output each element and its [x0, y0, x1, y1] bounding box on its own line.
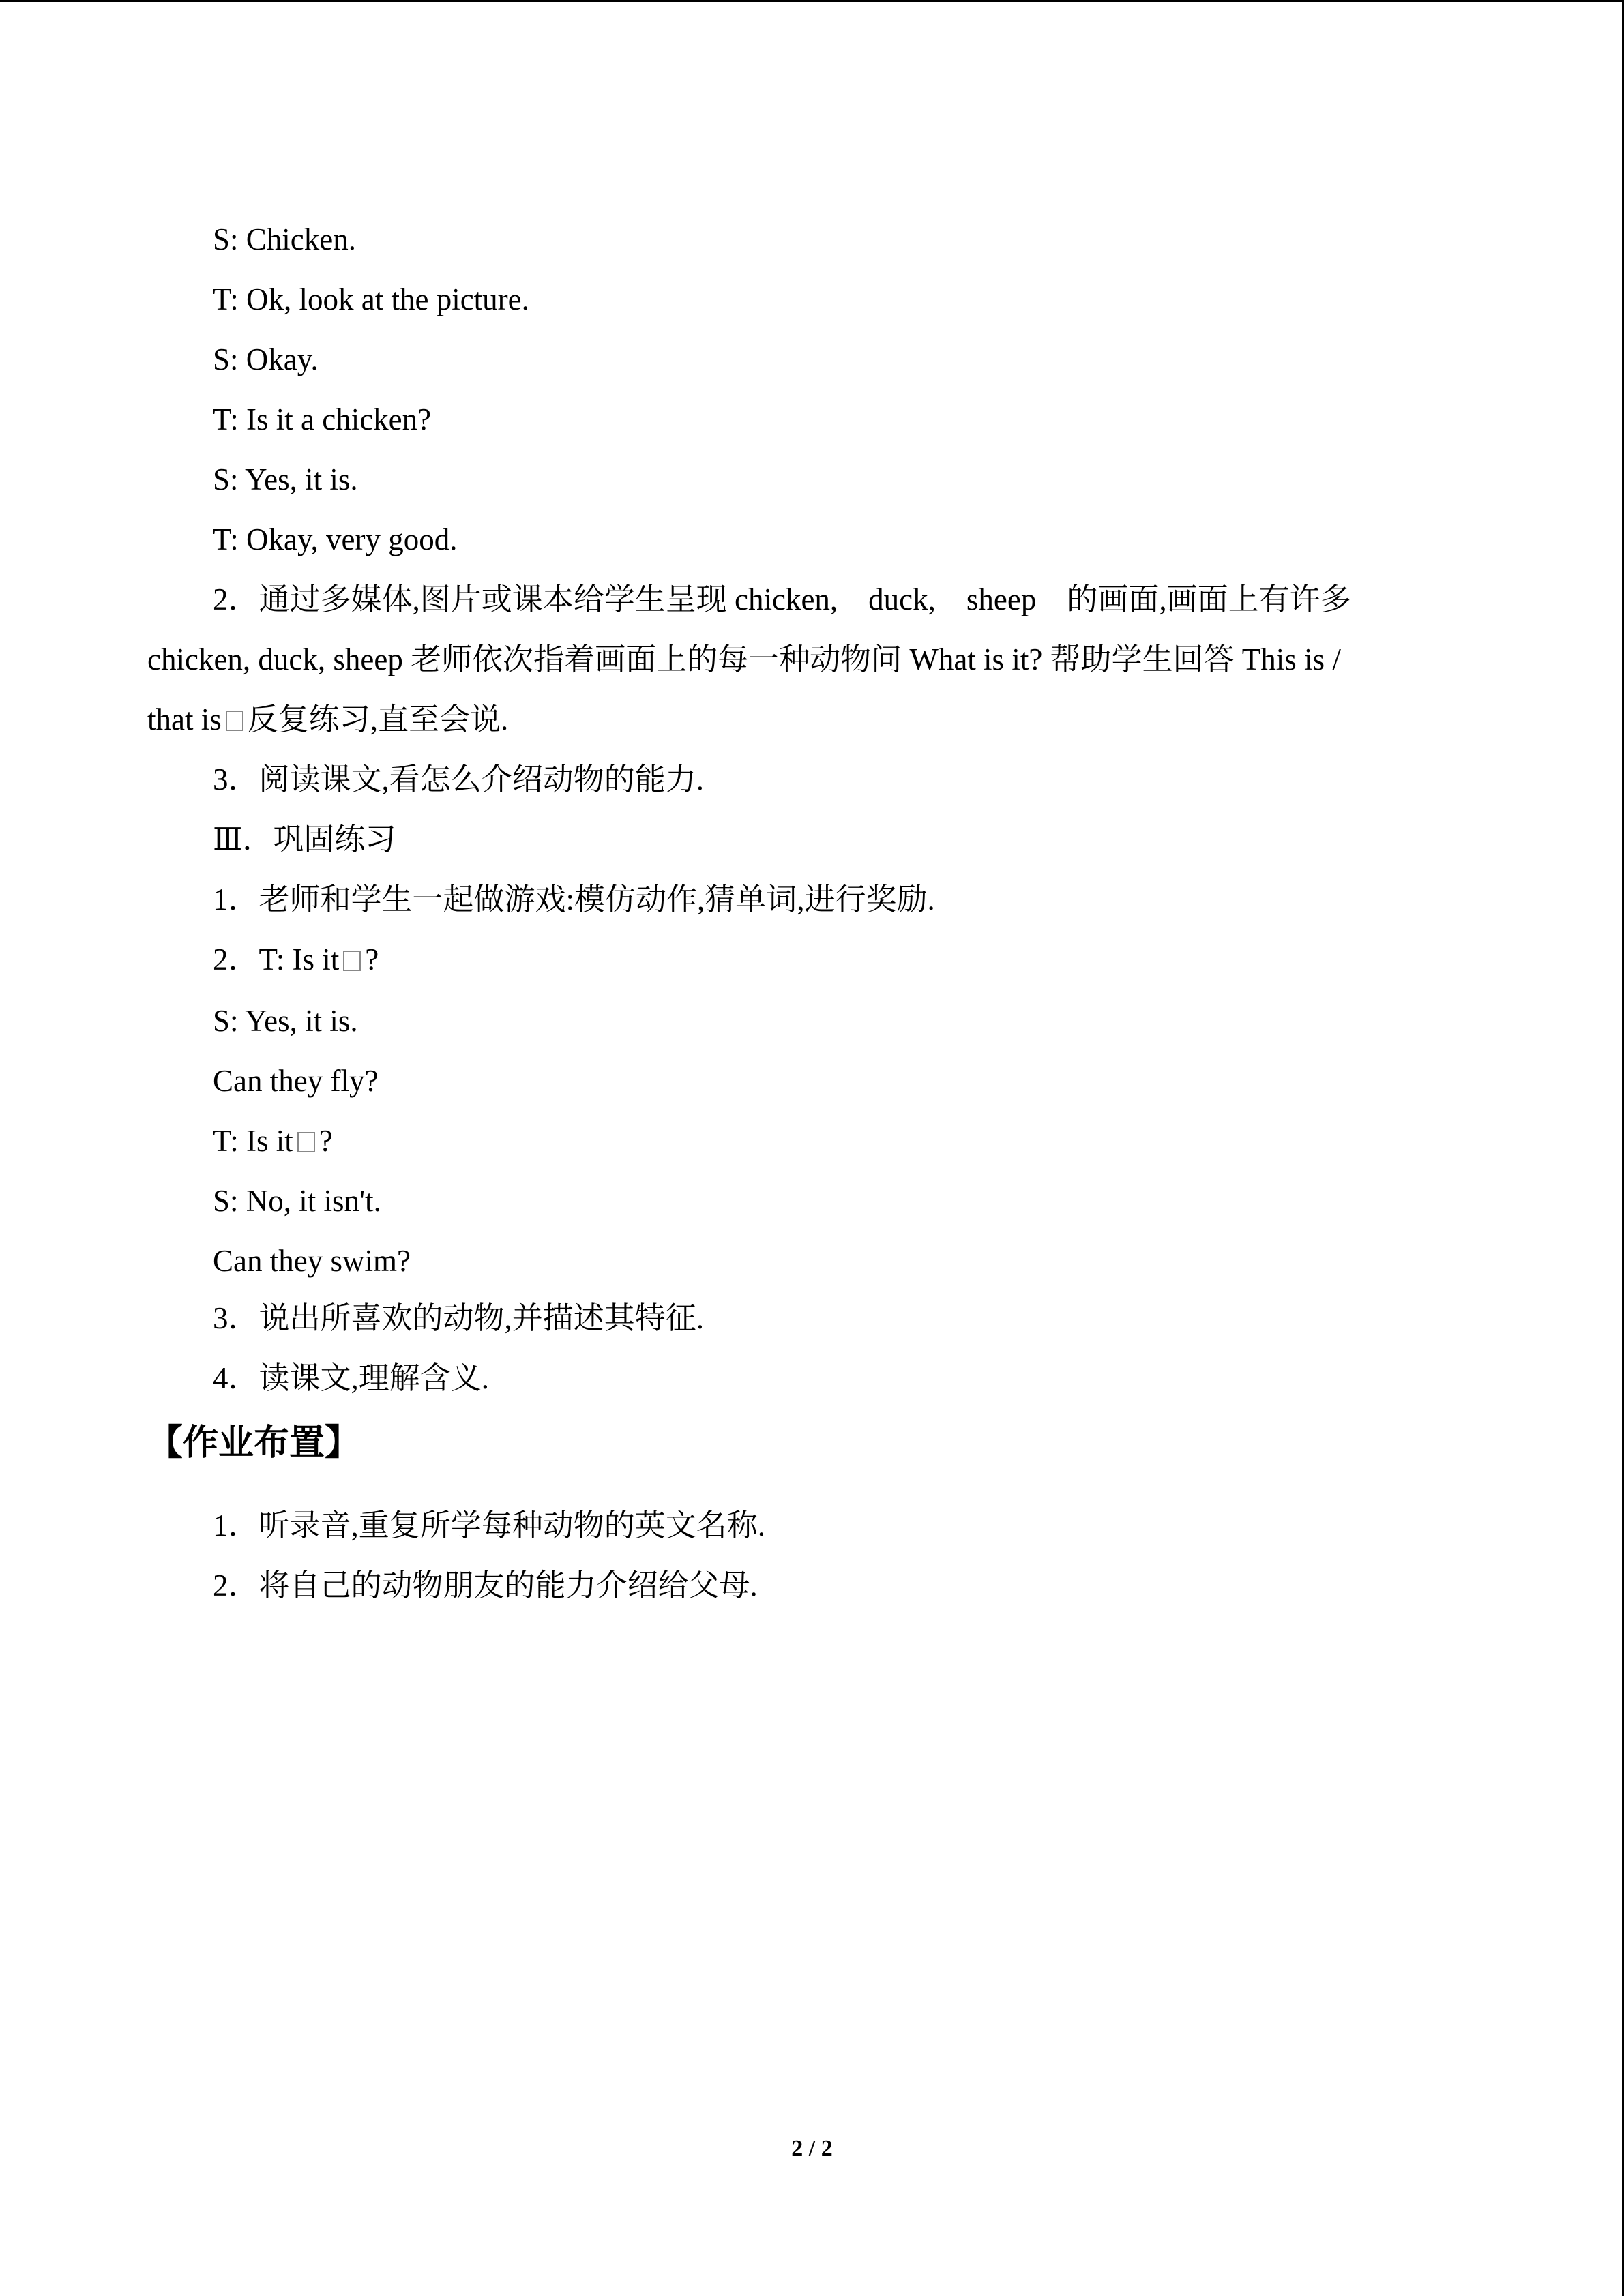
- step-2-line-1: 2．通过多媒体,图片或课本给学生呈现 chicken, duck, sheep 的画面,画面上有许多: [213, 582, 1351, 616]
- blank-box-icon: [343, 951, 361, 971]
- practice-2-line-4-end: ?: [319, 1124, 333, 1158]
- practice-2-question-2: Can they swim?: [213, 1244, 411, 1278]
- page-number: 2 / 2: [791, 2136, 833, 2161]
- step-2-line-3-start: that is: [147, 702, 222, 736]
- practice-2-answer-2: S: No, it isn't.: [213, 1184, 381, 1218]
- section-3-title: Ⅲ．巩固练习: [213, 822, 396, 856]
- step-2-line-3-end: 反复练习,直至会说.: [247, 702, 509, 736]
- practice-2-line-4-start: T: Is it: [213, 1124, 293, 1158]
- dialogue-line-5: S: Yes, it is.: [213, 462, 358, 496]
- practice-3: 3．说出所喜欢的动物,并描述其特征.: [213, 1301, 705, 1335]
- practice-4: 4．读课文,理解含义.: [213, 1361, 490, 1395]
- blank-box-icon: [226, 711, 243, 731]
- homework-item-2: 2．将自己的动物朋友的能力介绍给父母.: [213, 1568, 758, 1602]
- dialogue-line-1: S: Chicken.: [213, 222, 356, 256]
- practice-2-line-4: [213, 1120, 333, 1161]
- step-3: 3．阅读课文,看怎么介绍动物的能力.: [213, 762, 705, 796]
- practice-2-answer: S: Yes, it is.: [213, 1004, 358, 1038]
- blank-box-icon: [297, 1132, 315, 1152]
- practice-2: [213, 939, 379, 980]
- homework-item-1: 1．听录音,重复所学每种动物的英文名称.: [213, 1508, 766, 1542]
- step-2-line-2: chicken, duck, sheep 老师依次指着画面上的每一种动物问 What is it? 帮助学生回答 This is /: [147, 642, 1341, 676]
- dialogue-line-3: S: Okay.: [213, 342, 319, 376]
- dialogue-line-4: T: Is it a chicken?: [213, 402, 432, 436]
- practice-1: 1．老师和学生一起做游戏:模仿动作,猜单词,进行奖励.: [213, 882, 935, 916]
- practice-2-end: ?: [365, 942, 379, 976]
- practice-2-question: Can they fly?: [213, 1064, 379, 1098]
- practice-2-start: 2．T: Is it: [213, 942, 340, 976]
- homework-heading: 【作业布置】: [147, 1422, 361, 1463]
- step-2-line-3: [147, 699, 508, 740]
- dialogue-line-6: T: Okay, very good.: [213, 522, 458, 556]
- dialogue-line-2: T: Ok, look at the picture.: [213, 282, 529, 316]
